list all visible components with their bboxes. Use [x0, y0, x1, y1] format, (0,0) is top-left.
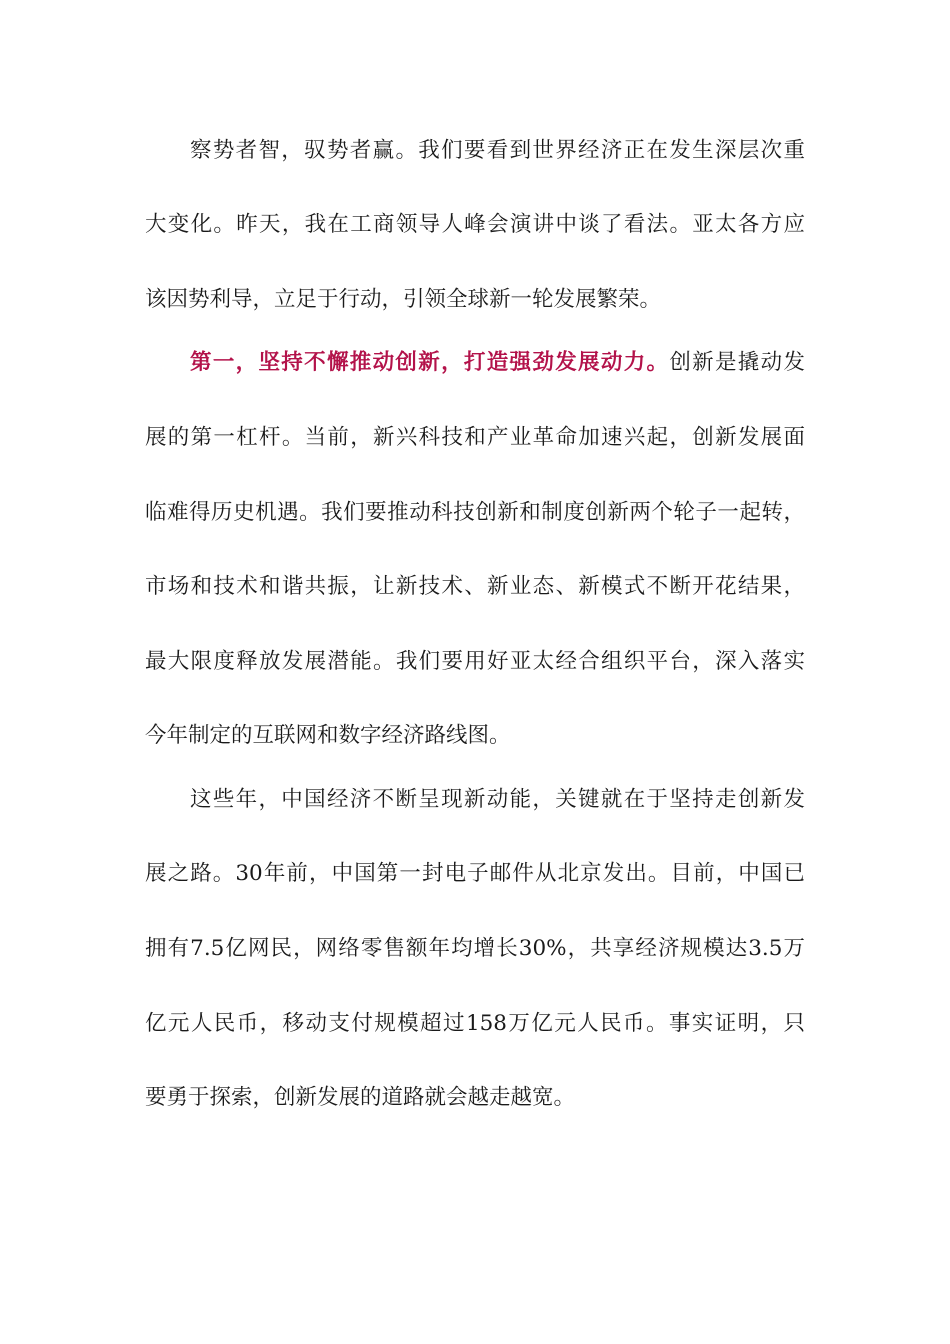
- paragraph-line: 最大限度释放发展潜能。我们要用好亚太经合组织平台，深入落实: [145, 649, 805, 674]
- paragraph-line: 察势者智，驭势者赢。我们要看到世界经济正在发生深层次重: [190, 138, 805, 163]
- paragraph-text: 创新是撬动发: [669, 350, 805, 375]
- paragraph-line: 亿元人民币，移动支付规模超过158万亿元人民币。事实证明，只: [145, 1011, 805, 1036]
- paragraph-heading: 第一，坚持不懈推动创新，打造强劲发展动力。: [190, 350, 670, 375]
- paragraph-line: 拥有7.5亿网民，网络零售额年均增长30%，共享经济规模达3.5万: [145, 936, 805, 961]
- paragraph-line: 今年制定的互联网和数字经济路线图。: [145, 723, 511, 748]
- paragraph-line: 临难得历史机遇。我们要推动科技创新和制度创新两个轮子一起转，: [145, 500, 805, 525]
- paragraph-line: 大变化。昨天，我在工商领导人峰会演讲中谈了看法。亚太各方应: [145, 212, 805, 237]
- paragraph-line: 要勇于探索，创新发展的道路就会越走越宽。: [145, 1085, 576, 1110]
- paragraph-line: 展之路。30年前，中国第一封电子邮件从北京发出。目前，中国已: [145, 861, 805, 886]
- paragraph-line: 市场和技术和谐共振，让新技术、新业态、新模式不断开花结果，: [145, 574, 805, 599]
- paragraph-line: 展的第一杠杆。当前，新兴科技和产业革命加速兴起，创新发展面: [145, 425, 805, 450]
- paragraph-first-line: [190, 343, 805, 383]
- paragraph-line: 这些年，中国经济不断呈现新动能，关键就在于坚持走创新发: [190, 787, 805, 812]
- paragraph-line: 该因势利导，立足于行动，引领全球新一轮发展繁荣。: [145, 287, 662, 312]
